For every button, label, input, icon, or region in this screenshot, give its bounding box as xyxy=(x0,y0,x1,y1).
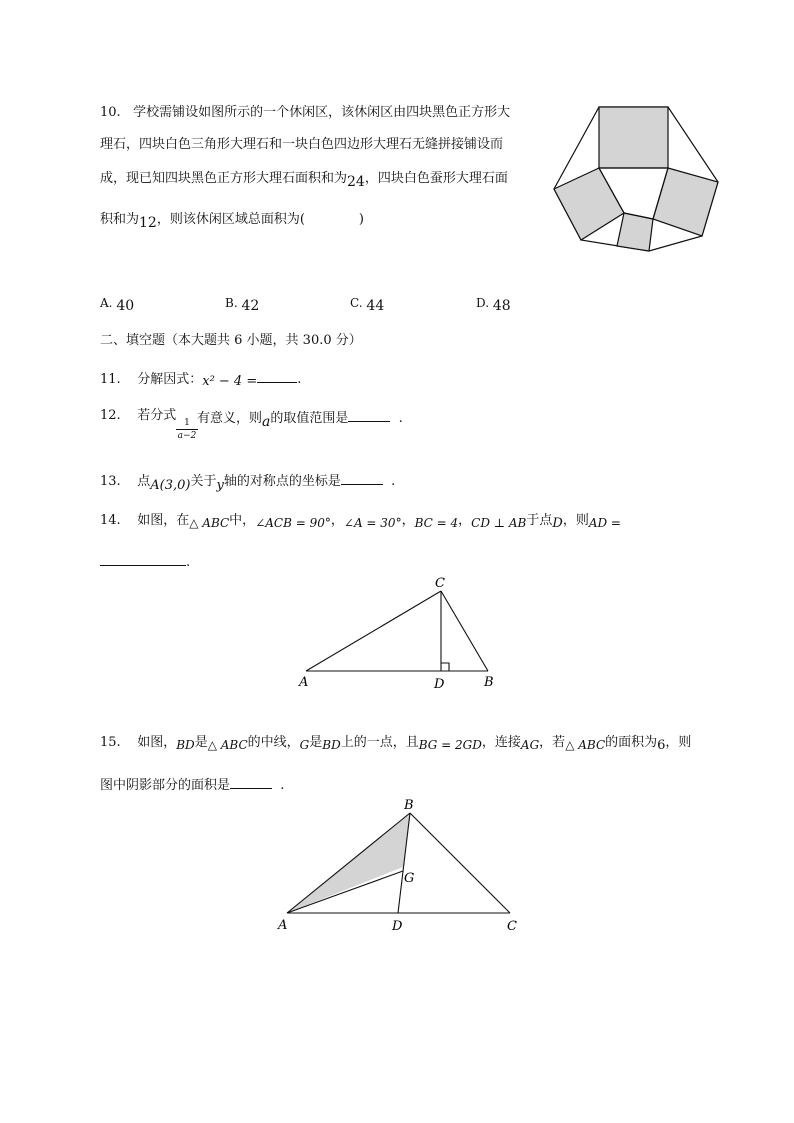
q13-answer-blank xyxy=(341,472,383,485)
q12: 12. 若分式 xyxy=(100,408,177,423)
side-bc xyxy=(441,591,488,671)
q14-answer-blank xyxy=(100,553,186,566)
option-d: D. 48 xyxy=(476,296,511,314)
q15-figure xyxy=(270,795,525,935)
q10-line4: 积和为12，则该休闲区域总面积为( ) xyxy=(100,212,364,231)
q11: 11. 分解因式：x² − 4 = . xyxy=(100,372,302,389)
label-d: D xyxy=(434,677,445,692)
label-a: A xyxy=(278,918,288,933)
side-ac xyxy=(306,591,441,671)
q10-figure xyxy=(550,100,725,260)
label-c: C xyxy=(507,919,517,934)
q10-line3: 成，现已知四块黑色正方形大理石面积和为24，四块白色蚕形大理石面 xyxy=(100,171,508,190)
label-a: A xyxy=(299,675,309,690)
q15-line2: 图中阴影部分的面积是 . xyxy=(100,778,285,793)
black-square-top xyxy=(599,107,668,168)
q15-answer-blank xyxy=(230,776,272,789)
q11-answer-blank xyxy=(257,370,297,383)
option-b: B. 42 xyxy=(225,296,260,314)
section-2-heading: 二、填空题（本大题共 6 小题，共 30.0 分） xyxy=(100,333,362,348)
black-square-right xyxy=(653,168,718,236)
label-d: D xyxy=(392,919,403,934)
label-c: C xyxy=(435,576,445,591)
q14-line2: . xyxy=(100,553,190,569)
q10-number: 10. xyxy=(100,105,121,120)
black-square-bottom xyxy=(617,213,653,251)
q12-rest: 有意义，则a的取值范围是 . xyxy=(197,411,403,430)
q13: 13. 点A(3,0)关于y轴的对称点的坐标是 . xyxy=(100,474,396,493)
q15: 15. 如图，BD是△ ABC的中线，G是BD上的一点，且BG = 2GD，连接AG，若△ ABC的面积为6，则 xyxy=(100,735,692,753)
q12-fraction: 1 a−2 xyxy=(177,418,197,441)
option-a: A. 40 xyxy=(100,296,135,314)
q10-line2: 理石，四块白色三角形大理石和一块白色四边形大理石无缝拼接铺设而 xyxy=(100,137,504,152)
right-angle-mark xyxy=(441,663,449,671)
label-b: B xyxy=(484,675,494,690)
label-g: G xyxy=(404,871,415,886)
option-c: C. 44 xyxy=(350,296,385,314)
label-b: B xyxy=(404,798,414,813)
q14: 14. 如图，在△ ABC中，∠ACB = 90°，∠A = 30°，BC = 4，CD ⊥ AB于点D，则AD = xyxy=(100,513,621,531)
q14-figure xyxy=(290,572,505,697)
q12-answer-blank xyxy=(348,409,390,422)
q10-line1: 10. 学校需铺设如图所示的一个休闲区，该休闲区由四块黑色正方形大 xyxy=(100,105,511,120)
black-square-left xyxy=(554,168,624,240)
side-bc xyxy=(410,813,510,913)
